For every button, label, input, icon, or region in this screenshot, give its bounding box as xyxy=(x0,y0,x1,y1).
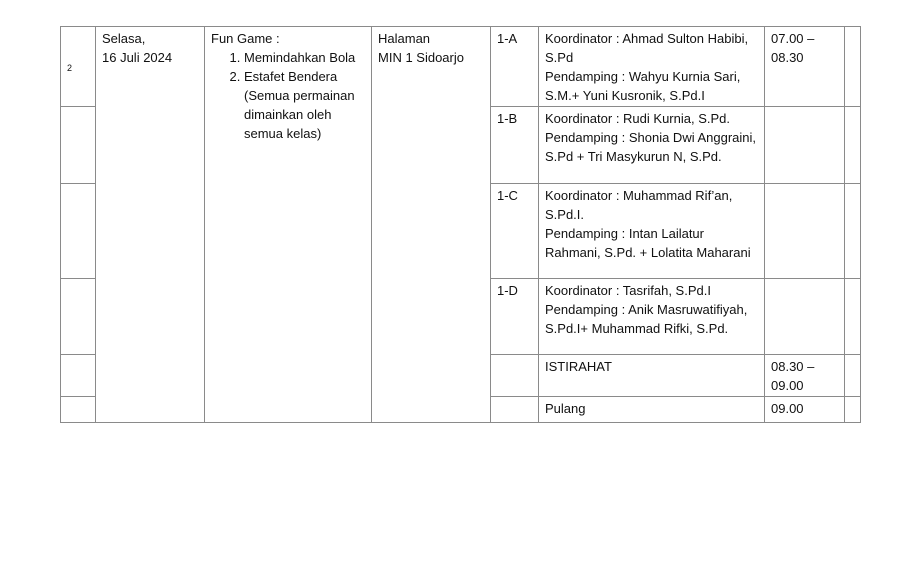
day-label: Selasa, xyxy=(102,31,146,46)
games-list xyxy=(211,48,365,86)
time-cell xyxy=(765,184,845,279)
time-cell xyxy=(765,279,845,355)
koordinator-text: Koordinator : Muhammad Rif’an, S.Pd.I. xyxy=(545,188,733,222)
row-number-cell xyxy=(61,184,96,279)
staff-cell xyxy=(539,27,765,107)
staff-cell xyxy=(539,107,765,184)
extra-cell xyxy=(845,27,861,107)
class-cell xyxy=(491,397,539,423)
pendamping-text: Pendamping : Wahyu Kurnia Sari, S.M.+ Yuni Kusronik, S.Pd.I xyxy=(545,69,741,103)
date-cell xyxy=(96,27,205,423)
class-cell xyxy=(491,355,539,397)
extra-cell xyxy=(845,397,861,423)
place-line-2: MIN 1 Sidoarjo xyxy=(378,50,464,65)
extra-cell xyxy=(845,279,861,355)
class-cell: 1-D xyxy=(491,279,539,355)
list-item: 1. Memindahkan Bola xyxy=(244,48,365,67)
games-note: (Semua permainan dimainkan oleh semua kelas) xyxy=(244,88,355,141)
row-number: 2 xyxy=(67,63,73,73)
place-line-1: Halaman xyxy=(378,31,431,46)
class-cell: 1-A xyxy=(491,27,539,107)
class-cell: 1-B xyxy=(491,107,539,184)
break-time: 08.30 – 09.00 xyxy=(765,355,845,397)
time-cell xyxy=(765,107,845,184)
row-number-cell xyxy=(61,279,96,355)
row-number-cell xyxy=(61,355,96,397)
home-label: Pulang xyxy=(539,397,765,423)
schedule-table xyxy=(60,26,861,423)
break-label: ISTIRAHAT xyxy=(539,355,765,397)
extra-cell xyxy=(845,184,861,279)
home-time: 09.00 xyxy=(765,397,845,423)
koordinator-text: Koordinator : Rudi Kurnia, S.Pd. xyxy=(545,111,730,126)
row-number-cell xyxy=(61,27,96,107)
row-number-cell xyxy=(61,107,96,184)
date-label: 16 Juli 2024 xyxy=(102,50,173,65)
staff-cell xyxy=(539,184,765,279)
staff-cell xyxy=(539,279,765,355)
place-cell xyxy=(372,27,491,423)
row-number-cell xyxy=(61,397,96,423)
pendamping-text: Pendamping : Intan Lailatur Rahmani, S.Pd. + Lolatita Maharani xyxy=(545,226,751,260)
activity-title: Fun Game : xyxy=(211,31,280,46)
time-cell: 07.00 – 08.30 xyxy=(765,27,845,107)
koordinator-text: Koordinator : Tasrifah, S.Pd.I xyxy=(545,283,711,298)
table-row xyxy=(61,27,861,107)
class-cell: 1-C xyxy=(491,184,539,279)
extra-cell xyxy=(845,355,861,397)
pendamping-text: Pendamping : Shonia Dwi Anggraini, S.Pd + Tri Masykurun N, S.Pd. xyxy=(545,130,757,164)
koordinator-text: Koordinator : Ahmad Sulton Habibi, S.Pd xyxy=(545,31,749,65)
pendamping-text: Pendamping : Anik Masruwatifiyah, S.Pd.I+ Muhammad Rifki, S.Pd. xyxy=(545,302,748,336)
list-item: 2. Estafet Bendera xyxy=(244,67,365,86)
extra-cell xyxy=(845,107,861,184)
activity-cell xyxy=(205,27,372,423)
